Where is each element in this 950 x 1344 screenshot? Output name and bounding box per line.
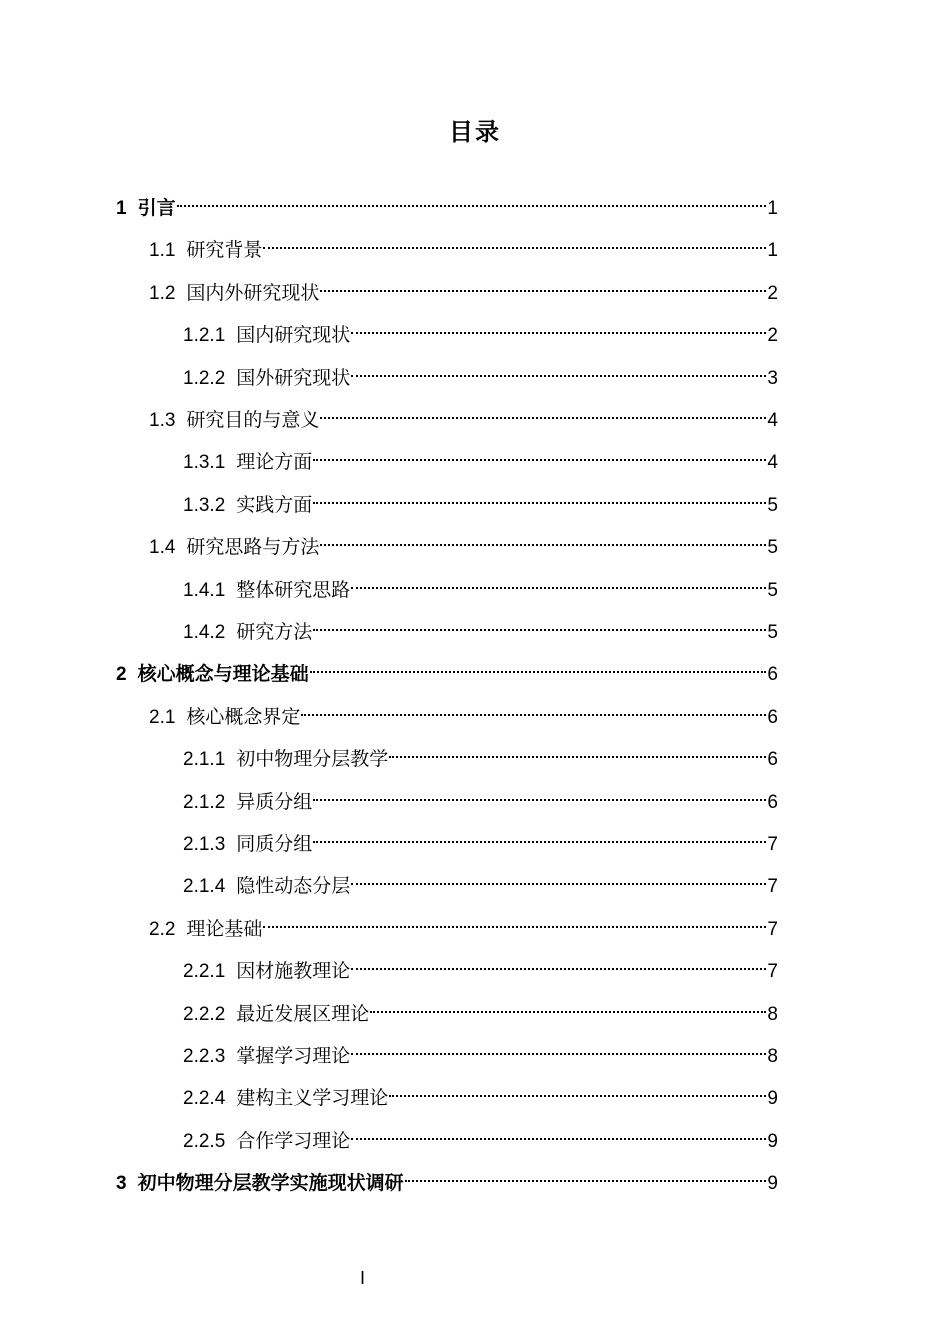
toc-entry[interactable]: [149, 693, 778, 728]
toc-entry[interactable]: [116, 1159, 778, 1194]
toc-entry-number: 2: [116, 664, 127, 685]
toc-entry-page: 1: [767, 198, 778, 219]
toc-dot-leader: [313, 438, 766, 468]
toc-entry-page: 8: [767, 1004, 778, 1025]
toc-entry-number: 1: [116, 198, 127, 219]
toc-entry[interactable]: [149, 269, 778, 304]
toc-entry-number: 3: [116, 1173, 127, 1194]
toc-entry[interactable]: [183, 862, 778, 897]
toc-entry-title: 核心概念与理论基础: [137, 663, 309, 685]
toc-entry-page: 7: [767, 961, 778, 982]
toc-entry-number: 1.3: [149, 410, 176, 431]
toc-entry-page: 6: [767, 792, 778, 813]
toc-dot-leader: [310, 650, 767, 680]
page-title: 目录: [449, 118, 501, 146]
toc-entry-page: 5: [767, 622, 778, 643]
toc-entry-page: 2: [767, 325, 778, 346]
toc-dot-leader: [405, 1159, 767, 1189]
toc-entry-title: 整体研究思路: [236, 579, 351, 601]
toc-dot-leader: [313, 608, 766, 638]
toc-entry-number: 2.2.5: [183, 1131, 226, 1152]
toc-entry[interactable]: [183, 311, 778, 346]
toc-dot-leader: [320, 269, 766, 299]
toc-dot-leader: [389, 1074, 766, 1104]
toc-entry-page: 3: [767, 368, 778, 389]
toc-entry-page: 8: [767, 1046, 778, 1067]
toc-entry-title: 引言: [137, 197, 176, 219]
toc-entry[interactable]: [183, 608, 778, 643]
toc-entry[interactable]: [116, 650, 778, 685]
toc-entry-page: 6: [767, 707, 778, 728]
toc-entry[interactable]: [183, 820, 778, 855]
toc-dot-leader: [351, 311, 766, 341]
toc-dot-leader: [301, 693, 766, 723]
toc-entry-number: 2.1.2: [183, 792, 226, 813]
toc-entry-number: 2.2.2: [183, 1004, 226, 1025]
toc-entry-number: 1.2: [149, 283, 176, 304]
toc-dot-leader: [370, 990, 766, 1020]
toc-entry-page: 7: [767, 876, 778, 897]
toc-entry-title: 实践方面: [236, 494, 313, 516]
toc-entry-title: 建构主义学习理论: [236, 1087, 389, 1109]
toc-entry-number: 1.2.1: [183, 325, 226, 346]
toc-dot-leader: [351, 862, 766, 892]
toc-dot-leader: [313, 778, 766, 808]
toc-entry[interactable]: [183, 735, 778, 770]
toc-entry-page: 5: [767, 495, 778, 516]
page-number-footer: I: [360, 1268, 366, 1288]
toc-entry-page: 4: [767, 452, 778, 473]
toc-entry[interactable]: [149, 396, 778, 431]
toc-dot-leader: [263, 226, 766, 256]
toc-entry-page: 2: [767, 283, 778, 304]
toc-entry[interactable]: [149, 226, 778, 261]
toc-entry-number: 2.1.3: [183, 834, 226, 855]
toc-entry-number: 1.4: [149, 537, 176, 558]
toc-entry-page: 9: [767, 1088, 778, 1109]
toc-entry-number: 2.1.1: [183, 749, 226, 770]
toc-dot-leader: [320, 396, 766, 426]
toc-entry-number: 1.2.2: [183, 368, 226, 389]
toc-entry-title: 异质分组: [236, 791, 313, 813]
toc-dot-leader: [263, 905, 766, 935]
toc-entry-title: 理论方面: [236, 451, 313, 473]
toc-entry-title: 研究背景: [186, 239, 263, 261]
toc-entry-title: 国内外研究现状: [186, 282, 320, 304]
toc-entry-number: 1.3.1: [183, 452, 226, 473]
toc-entry-title: 研究方法: [236, 621, 313, 643]
toc-entry-title: 同质分组: [236, 833, 313, 855]
toc-entry-page: 6: [767, 664, 778, 685]
toc-entry-title: 国外研究现状: [236, 367, 351, 389]
toc-entry-title: 最近发展区理论: [236, 1003, 370, 1025]
toc-entry-number: 1.4.2: [183, 622, 226, 643]
toc-entry-number: 2.1.4: [183, 876, 226, 897]
toc-dot-leader: [351, 1032, 766, 1062]
toc-entry[interactable]: [183, 1032, 778, 1067]
toc-entry-title: 国内研究现状: [236, 324, 351, 346]
toc-entry-number: 2.2: [149, 919, 176, 940]
toc-entry[interactable]: [116, 184, 778, 219]
toc-dot-leader: [351, 566, 766, 596]
toc-entry-title: 隐性动态分层: [236, 875, 351, 897]
toc-entry-title: 初中物理分层教学: [236, 748, 389, 770]
toc-dot-leader: [351, 947, 766, 977]
toc-entry[interactable]: [183, 947, 778, 982]
toc-entry-title: 初中物理分层教学实施现状调研: [137, 1172, 404, 1194]
toc-entry[interactable]: [183, 1074, 778, 1109]
toc-entry-number: 2.2.4: [183, 1088, 226, 1109]
toc-dot-leader: [313, 481, 766, 511]
toc-entry-number: 1.1: [149, 240, 176, 261]
toc-entry-number: 1.3.2: [183, 495, 226, 516]
toc-entry-title: 因材施教理论: [236, 960, 351, 982]
toc-entry[interactable]: [149, 905, 778, 940]
toc-entry[interactable]: [183, 990, 778, 1025]
toc-entry-title: 核心概念界定: [186, 706, 301, 728]
toc-entry-page: 7: [767, 919, 778, 940]
toc-dot-leader: [389, 735, 766, 765]
toc-entry-page: 5: [767, 580, 778, 601]
toc-dot-leader: [351, 1117, 766, 1147]
toc-entry-number: 2.1: [149, 707, 176, 728]
toc-entry-page: 1: [767, 240, 778, 261]
toc-entry[interactable]: [183, 1117, 778, 1152]
toc-entry-title: 合作学习理论: [236, 1130, 351, 1152]
toc-entry-page: 4: [767, 410, 778, 431]
toc-entry[interactable]: [183, 778, 778, 813]
toc-entry-number: 1.4.1: [183, 580, 226, 601]
toc-entry-title: 研究思路与方法: [186, 536, 320, 558]
toc-entry[interactable]: [149, 523, 778, 558]
toc-entry-page: 7: [767, 834, 778, 855]
toc-entry-page: 6: [767, 749, 778, 770]
toc-entry-page: 5: [767, 537, 778, 558]
toc-entry[interactable]: [183, 354, 778, 389]
toc-dot-leader: [313, 820, 766, 850]
toc-dot-leader: [177, 184, 767, 214]
toc-entry[interactable]: [183, 481, 778, 516]
toc-entry[interactable]: [183, 438, 778, 473]
toc-entry-number: 2.2.1: [183, 961, 226, 982]
toc-dot-leader: [320, 523, 766, 553]
toc-entry-number: 2.2.3: [183, 1046, 226, 1067]
toc-entry-title: 研究目的与意义: [186, 409, 320, 431]
toc-entry-page: 9: [767, 1131, 778, 1152]
toc-entry-page: 9: [767, 1173, 778, 1194]
toc-entry[interactable]: [183, 566, 778, 601]
toc-entry-title: 理论基础: [186, 918, 263, 940]
toc-dot-leader: [351, 354, 766, 384]
toc-entry-title: 掌握学习理论: [236, 1045, 351, 1067]
